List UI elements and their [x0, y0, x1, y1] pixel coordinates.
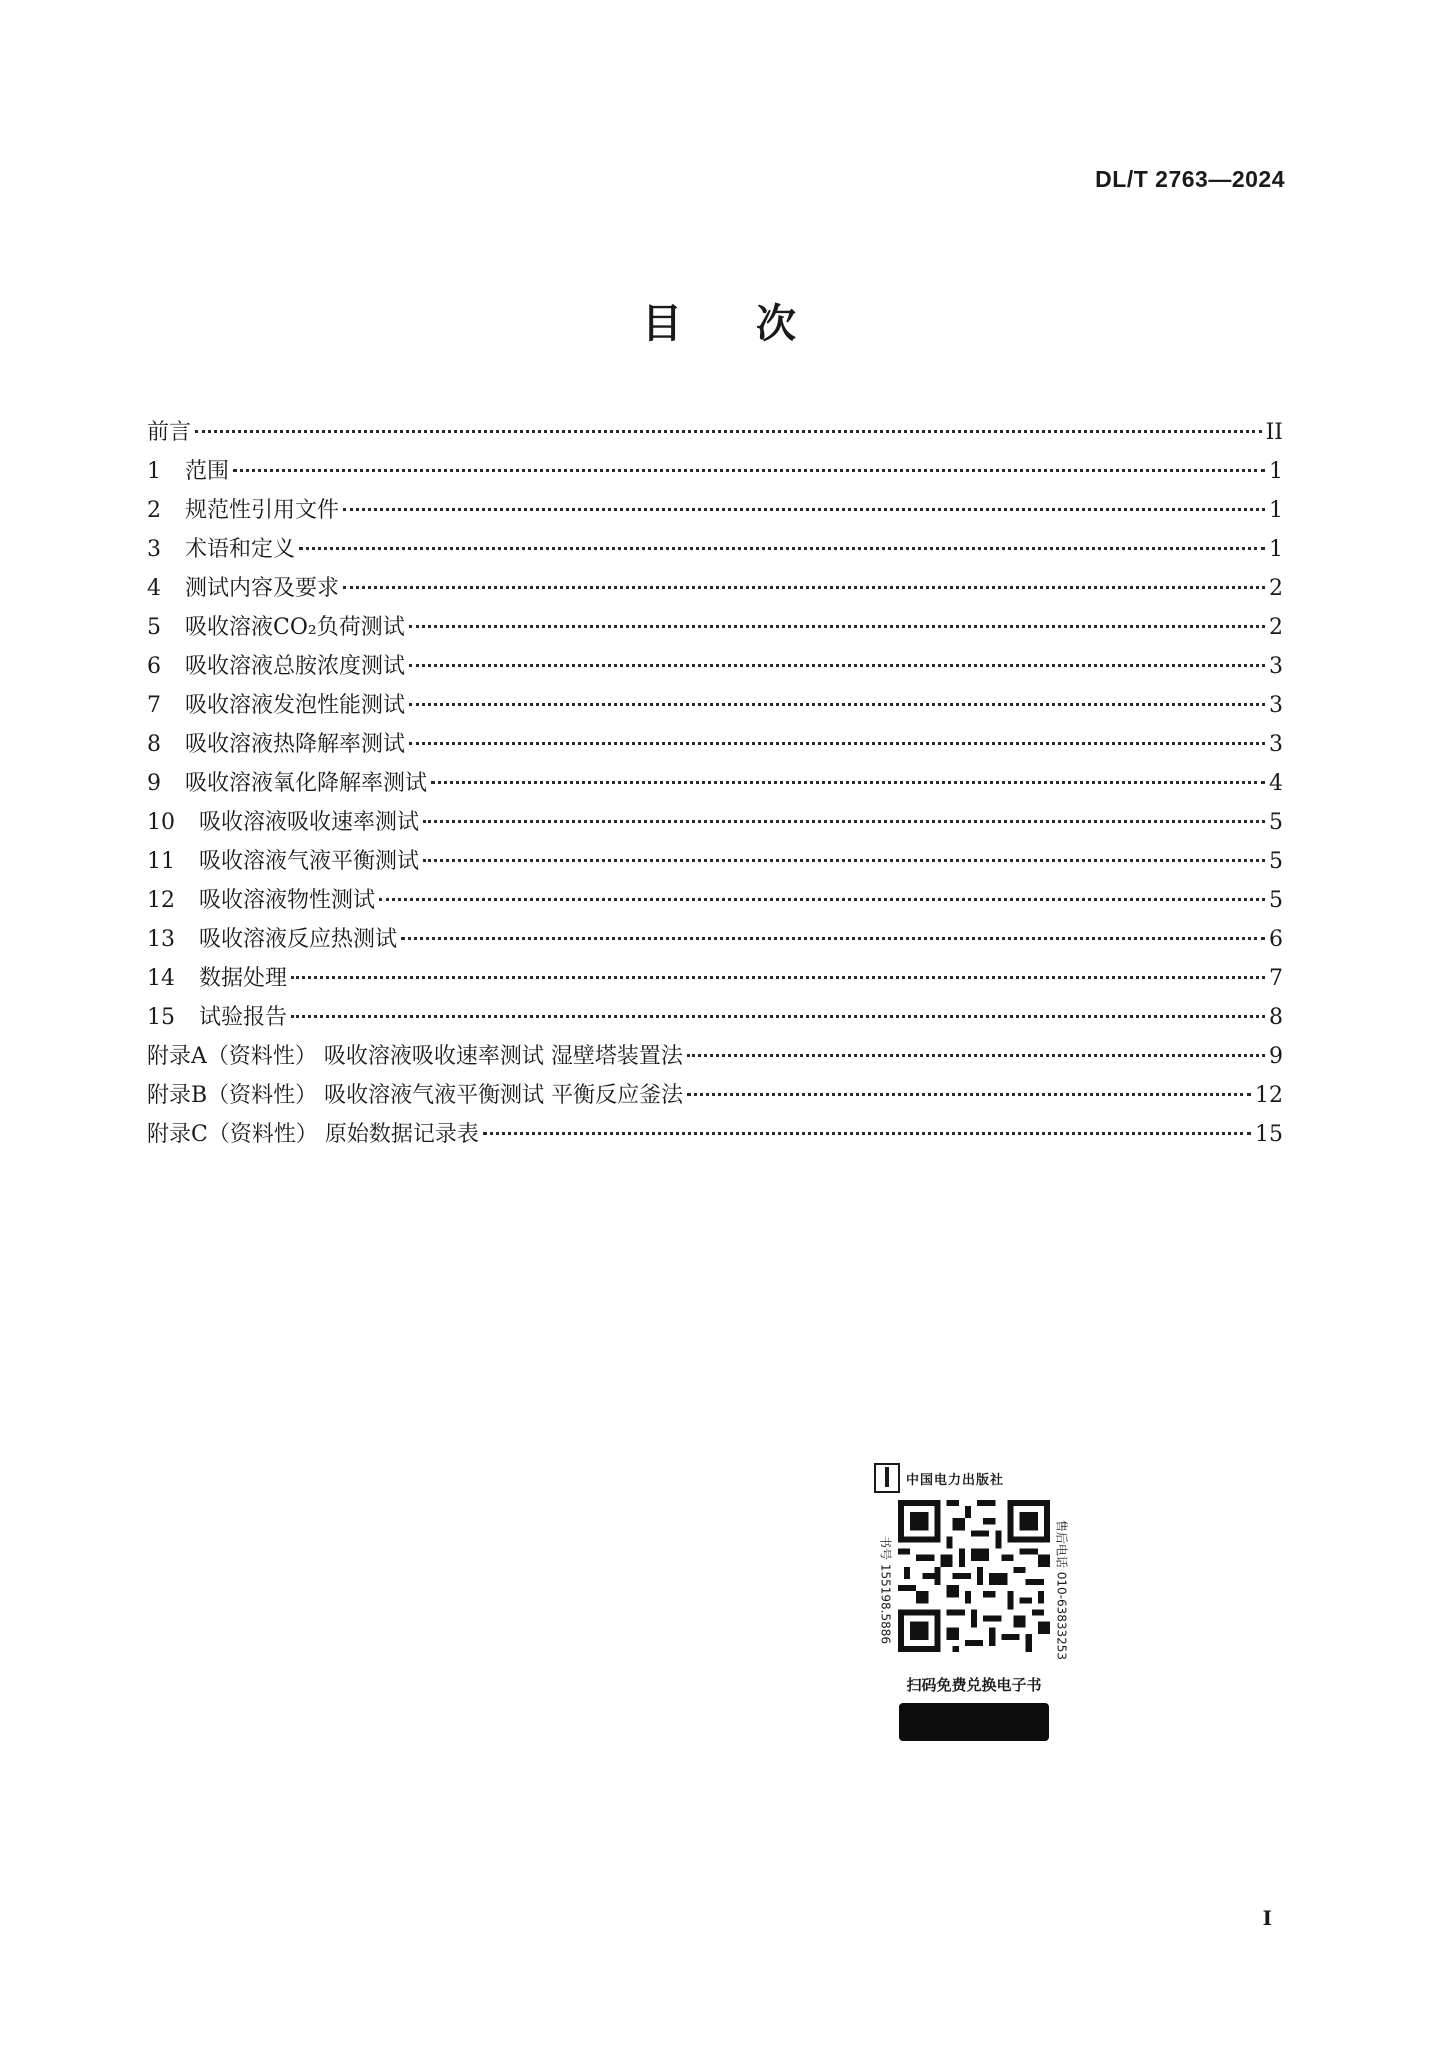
toc-entry-number: 8: [147, 732, 161, 757]
table-of-contents: [147, 415, 1283, 1156]
toc-entry-label: 吸收溶液气液平衡测试: [199, 849, 420, 874]
toc-entry-label: 试验报告: [199, 1005, 288, 1030]
toc-entry-page: 15: [1255, 1122, 1283, 1147]
toc-leader-dots: [401, 937, 1265, 940]
toc-entry-label: 附录A（资料性） 吸收溶液吸收速率测试 湿壁塔装置法: [147, 1044, 683, 1069]
toc-entry[interactable]: [147, 493, 1283, 532]
toc-entry-label: 吸收溶液吸收速率测试: [199, 810, 420, 835]
toc-entry-page: 5: [1269, 888, 1283, 913]
toc-entry[interactable]: [147, 610, 1283, 649]
toc-entry-appendix[interactable]: [147, 1117, 1283, 1156]
toc-entry-number: 13: [147, 927, 175, 952]
toc-entry-page: 9: [1269, 1044, 1283, 1069]
toc-entry-number: 12: [147, 888, 175, 913]
toc-entry[interactable]: [147, 727, 1283, 766]
toc-entry-label: 吸收溶液反应热测试: [199, 927, 398, 952]
publisher-name: 中国电力出版社: [906, 1472, 1005, 1488]
toc-leader-dots: [409, 664, 1265, 667]
toc-entry-label: 吸收溶液总胺浓度测试: [185, 654, 406, 679]
toc-entry-number: 9: [147, 771, 161, 796]
toc-entry-page: 2: [1269, 576, 1283, 601]
toc-leader-dots: [343, 508, 1265, 511]
toc-entry[interactable]: [147, 883, 1283, 922]
toc-entry[interactable]: [147, 688, 1283, 727]
toc-entry-page: 5: [1269, 810, 1283, 835]
toc-entry[interactable]: [147, 766, 1283, 805]
toc-entry-number: 14: [147, 966, 175, 991]
toc-entry-page: 3: [1269, 732, 1283, 757]
toc-entry-number: 3: [147, 537, 161, 562]
toc-leader-dots: [687, 1093, 1251, 1096]
toc-entry[interactable]: [147, 922, 1283, 961]
toc-entry-label: 规范性引用文件: [185, 498, 340, 523]
page-number: I: [1262, 1906, 1272, 1930]
toc-entry-number: 10: [147, 810, 175, 835]
toc-entry-label: 术语和定义: [185, 537, 296, 562]
page-title: 目次: [642, 301, 870, 347]
toc-entry[interactable]: [147, 805, 1283, 844]
toc-leader-dots: [233, 469, 1265, 472]
toc-entry-page: 4: [1269, 771, 1283, 796]
toc-leader-dots: [423, 820, 1265, 823]
toc-entry-label: 范围: [185, 459, 230, 484]
qr-area: [874, 1500, 1074, 1680]
toc-entry[interactable]: [147, 454, 1283, 493]
toc-entry-appendix[interactable]: [147, 1039, 1283, 1078]
toc-entry-number: 2: [147, 498, 161, 523]
toc-leader-dots: [483, 1132, 1251, 1135]
toc-leader-dots: [687, 1054, 1265, 1057]
redacted-code-block: [899, 1703, 1049, 1741]
toc-leader-dots: [423, 859, 1265, 862]
toc-entry[interactable]: [147, 1000, 1283, 1039]
toc-entry-number: 6: [147, 654, 161, 679]
toc-entry[interactable]: [147, 844, 1283, 883]
publisher-banner: [874, 1462, 1074, 1494]
toc-entry-number: 1: [147, 459, 161, 484]
toc-entry-number: 7: [147, 693, 161, 718]
ebook-qr-sticker[interactable]: [874, 1462, 1074, 1750]
toc-entry-page: 1: [1269, 498, 1283, 523]
qr-caption: 扫码免费兑换电子书: [906, 1676, 1042, 1694]
toc-leader-dots: [343, 586, 1265, 589]
hotline-text: 售后电话 010-63833253: [1054, 1519, 1069, 1661]
toc-entry-label: 吸收溶液物性测试: [199, 888, 376, 913]
toc-entry-page: 2: [1269, 615, 1283, 640]
toc-entry-page: II: [1265, 420, 1283, 445]
document-code: DL/T 2763—2024: [1095, 166, 1285, 192]
toc-entry-number: 4: [147, 576, 161, 601]
toc-entry-page: 6: [1269, 927, 1283, 952]
qr-code-icon[interactable]: [898, 1500, 1050, 1652]
toc-entry-page: 8: [1269, 1005, 1283, 1030]
toc-entry-page: 7: [1269, 966, 1283, 991]
toc-entry[interactable]: [147, 649, 1283, 688]
toc-entry-page: 1: [1269, 459, 1283, 484]
toc-leader-dots: [291, 1015, 1265, 1018]
publisher-logo-icon: [874, 1463, 900, 1493]
toc-entry-page: 3: [1269, 654, 1283, 679]
toc-entry-label: 数据处理: [199, 966, 288, 991]
toc-entry-label: 吸收溶液热降解率测试: [185, 732, 406, 757]
toc-leader-dots: [431, 781, 1265, 784]
toc-leader-dots: [379, 898, 1265, 901]
toc-entry-label: 附录B（资料性） 吸收溶液气液平衡测试 平衡反应釜法: [147, 1083, 684, 1108]
toc-entry[interactable]: [147, 571, 1283, 610]
toc-entry-label: 吸收溶液发泡性能测试: [185, 693, 406, 718]
toc-entry-page: 12: [1255, 1083, 1283, 1108]
toc-entry-label: 附录C（资料性） 原始数据记录表: [147, 1122, 479, 1147]
toc-entry-page: 3: [1269, 693, 1283, 718]
toc-entry-label: 测试内容及要求: [185, 576, 340, 601]
toc-entry-number: 15: [147, 1005, 175, 1030]
toc-entry-page: 1: [1269, 537, 1283, 562]
toc-entry-page: 5: [1269, 849, 1283, 874]
toc-leader-dots: [291, 976, 1265, 979]
toc-entry-label: 前言: [147, 420, 192, 445]
toc-entry[interactable]: [147, 532, 1283, 571]
toc-leader-dots: [409, 703, 1265, 706]
toc-entry[interactable]: [147, 415, 1283, 454]
toc-entry-label: 吸收溶液CO₂负荷测试: [185, 615, 405, 640]
toc-leader-dots: [299, 547, 1265, 550]
toc-leader-dots: [195, 430, 1262, 433]
toc-leader-dots: [409, 742, 1265, 745]
toc-entry-number: 5: [147, 615, 161, 640]
book-number-text: 书号 155198.5886: [878, 1536, 893, 1644]
toc-entry-label: 吸收溶液氧化降解率测试: [185, 771, 428, 796]
toc-entry-appendix[interactable]: [147, 1078, 1283, 1117]
toc-entry-number: 11: [147, 849, 175, 874]
toc-leader-dots: [409, 625, 1265, 628]
toc-entry[interactable]: [147, 961, 1283, 1000]
